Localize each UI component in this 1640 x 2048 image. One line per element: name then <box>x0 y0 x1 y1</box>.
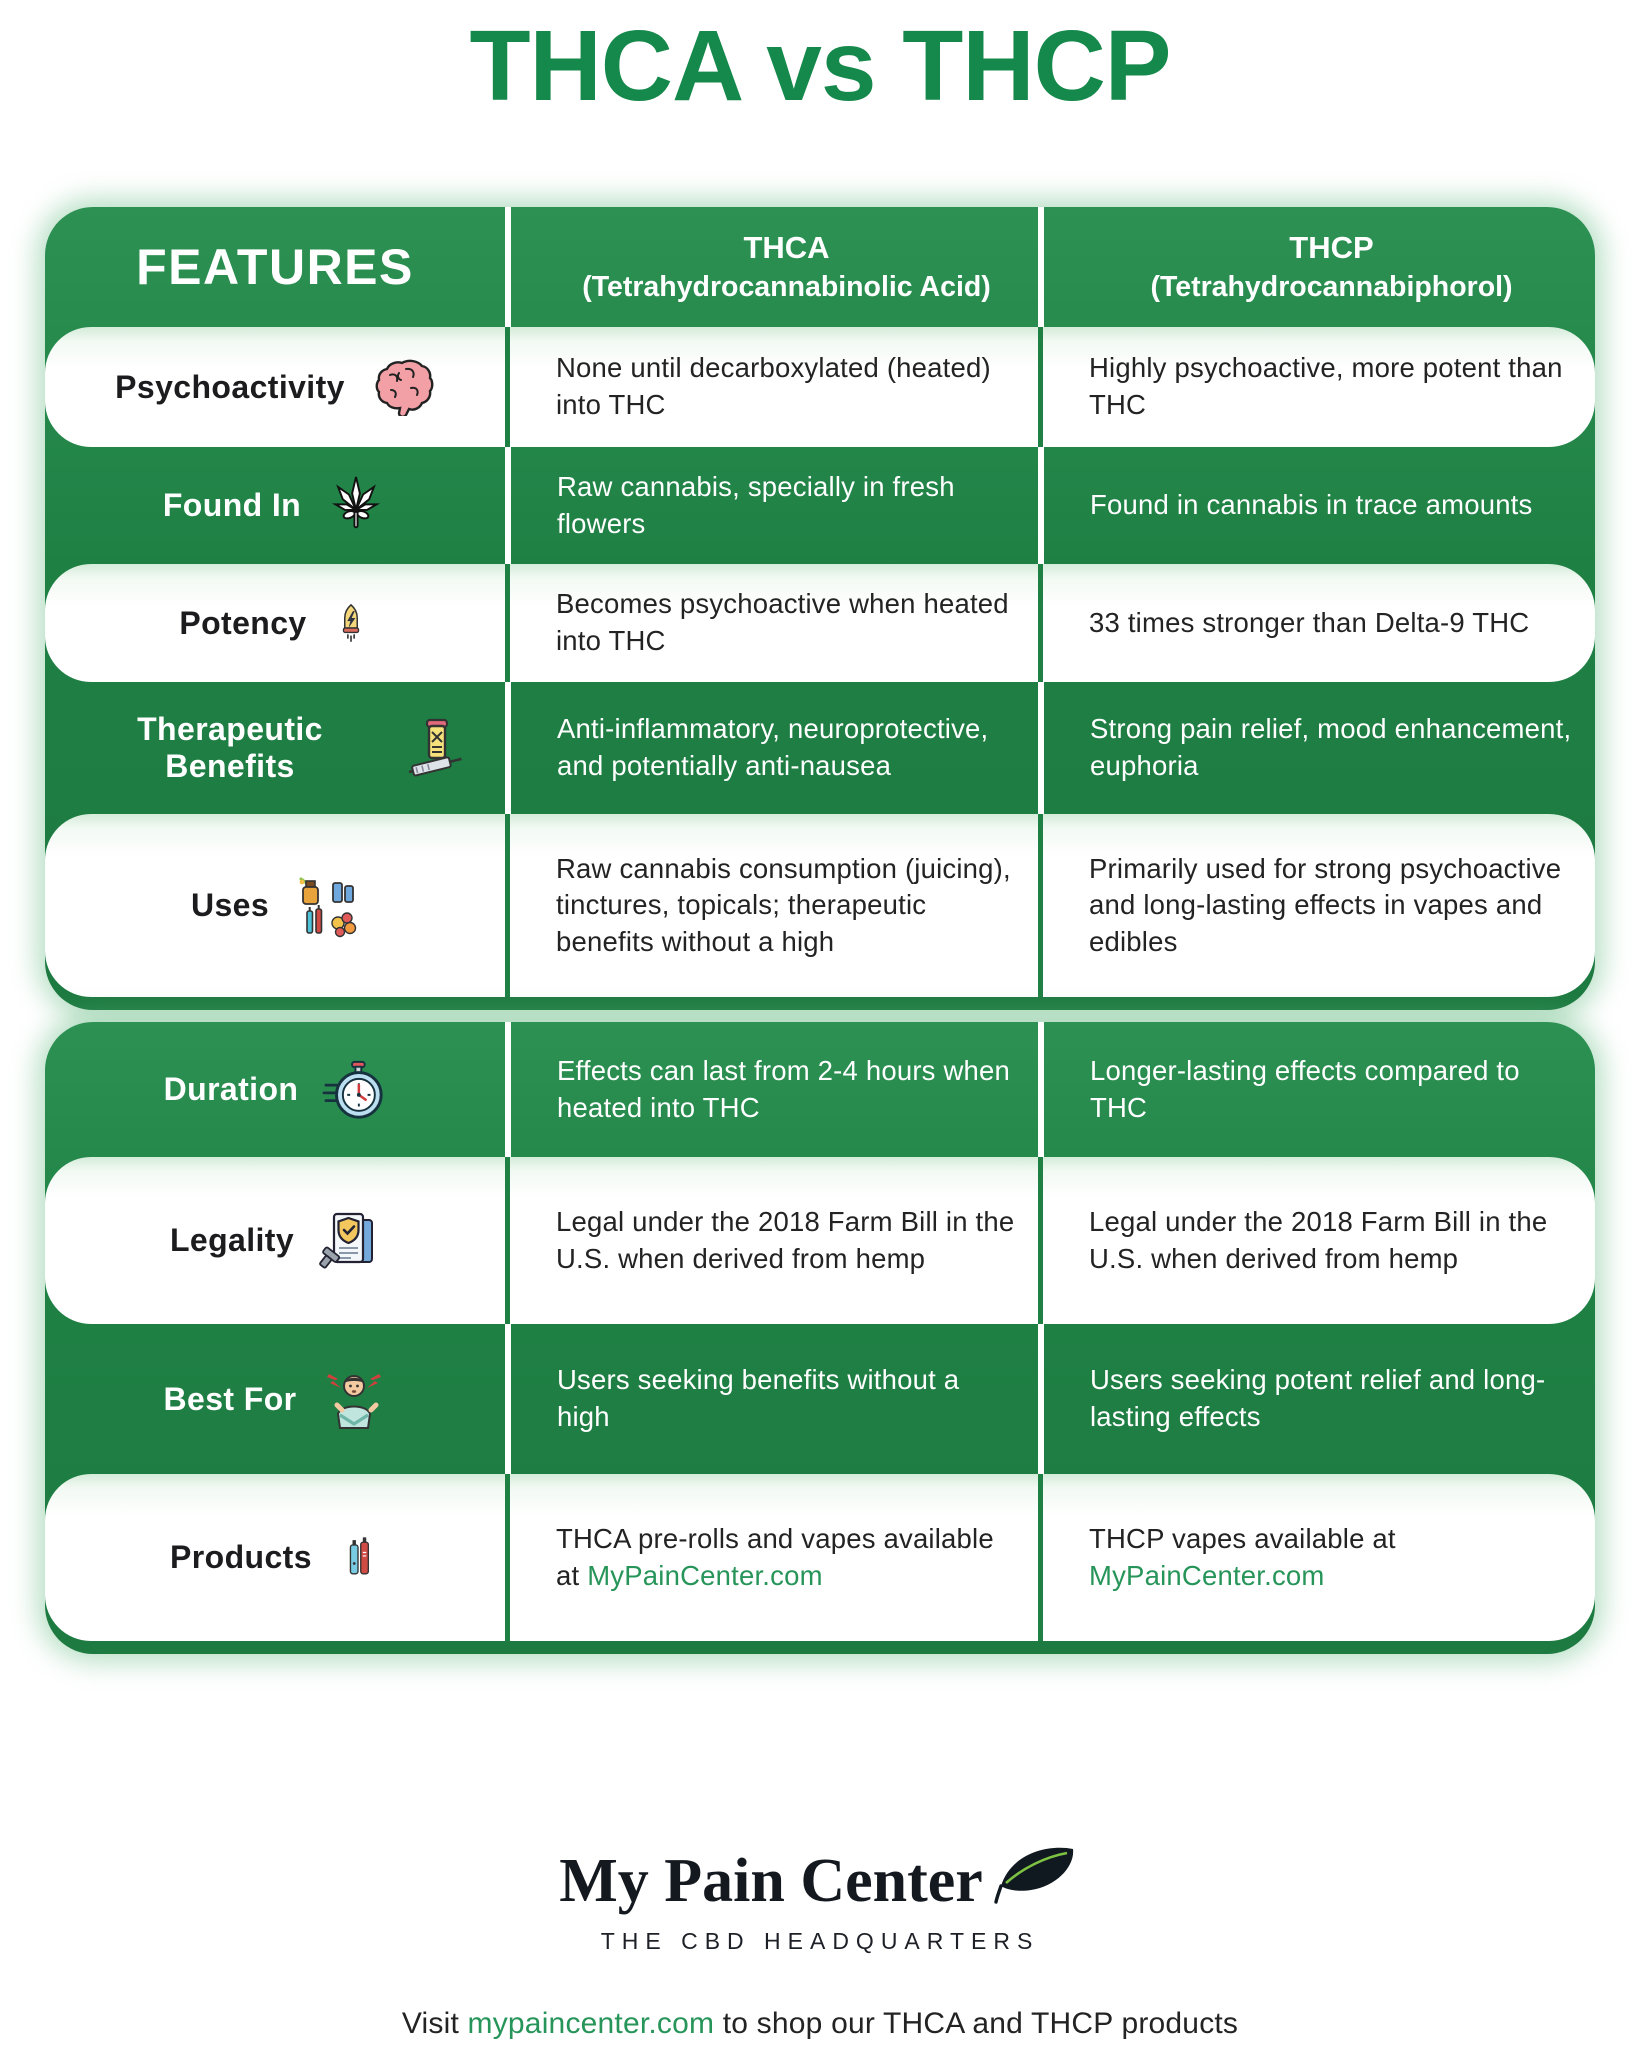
feature-label: Found In <box>162 487 302 524</box>
feature-label: Best For <box>163 1380 297 1417</box>
rocket-vape-icon <box>331 591 371 655</box>
thca-value-cell <box>505 1324 1038 1474</box>
note-prefix: Visit <box>401 2007 468 2040</box>
feature-cell <box>45 1474 505 1641</box>
thca-value: Becomes psychoactive when heated into THC <box>556 588 1009 656</box>
feature-label: Psychoactivity <box>115 368 345 405</box>
thca-value: None until decarboxylated (heated) into THC <box>556 352 991 420</box>
table-row-therapeutic-benefits <box>45 682 1595 814</box>
thcp-value: Highly psychoactive, more potent than THC <box>1089 352 1563 420</box>
thca-header-title: THCA <box>743 230 830 266</box>
thcp-value: 33 times stronger than Delta-9 THC <box>1089 606 1530 638</box>
infographic-page <box>0 10 1640 2048</box>
feature-cell <box>45 682 505 814</box>
thca-value-cell <box>505 1474 1038 1641</box>
table-row-psychoactivity <box>45 327 1595 447</box>
headache-person-icon <box>321 1366 387 1432</box>
feature-cell <box>45 814 505 997</box>
table-row-found-in <box>45 447 1595 564</box>
thca-value-cell <box>505 814 1038 997</box>
feature-label: Potency <box>179 604 307 641</box>
feature-cell <box>45 564 505 682</box>
footer-note <box>0 2007 1640 2041</box>
mypaincenter-link[interactable]: mypaincenter.com <box>467 2007 715 2040</box>
thca-value: Raw cannabis, specially in fresh flowers <box>557 470 955 539</box>
thca-value: Anti-inflammatory, neuroprotective, and potentially anti-nausea <box>557 713 989 781</box>
thcp-value: Strong pain relief, mood enhancement, euphoria <box>1090 713 1572 781</box>
feature-cell <box>45 447 505 564</box>
note-suffix: to shop our THCA and THCP products <box>714 2007 1239 2040</box>
brand-name: My Pain Center <box>559 1847 983 1915</box>
thca-value-cell <box>505 447 1038 564</box>
products-thcp-text: THCP vapes available at <box>1089 1522 1396 1554</box>
brain-icon <box>369 358 435 416</box>
legal-document-shield-icon <box>318 1208 380 1274</box>
thcp-value-cell <box>1038 682 1595 814</box>
feature-cell <box>45 1324 505 1474</box>
feature-cell <box>45 327 505 447</box>
thca-value: Effects can last from 2-4 hours when heated into THC <box>557 1054 1011 1123</box>
vape-pens-icon <box>336 1526 380 1590</box>
cannabis-leaf-icon <box>325 475 387 537</box>
stopwatch-icon <box>322 1059 386 1121</box>
mypaincenter-link[interactable]: MyPainCenter.com <box>1089 1559 1325 1591</box>
feature-label: Products <box>170 1539 312 1576</box>
thca-value: Raw cannabis consumption (juicing), tinctures, topicals; therapeutic benefits without a high <box>556 852 1011 957</box>
thca-value-cell <box>505 564 1038 682</box>
thcp-header-cell <box>1038 207 1595 327</box>
thcp-value-cell <box>1038 1022 1595 1157</box>
tincture-topical-vape-gummies-icon <box>293 873 359 939</box>
header-row <box>45 207 1595 327</box>
thca-header-cell <box>505 207 1038 327</box>
thca-value: Legal under the 2018 Farm Bill in the U.S. when derived from hemp <box>556 1205 1015 1274</box>
table-row-legality <box>45 1157 1595 1324</box>
feature-label: Therapeutic Benefits <box>137 711 323 784</box>
table-row-products <box>45 1474 1595 1641</box>
thca-header-subtitle: (Tetrahydrocannabinolic Acid) <box>582 270 991 303</box>
table-row-duration <box>45 1022 1595 1157</box>
comparison-table <box>45 207 1595 1654</box>
products-thca-text: THCA pre-rolls and vapes available at <box>556 1522 994 1591</box>
feature-label: Legality <box>169 1222 295 1259</box>
page-title: THCA vs THCP <box>469 10 1171 122</box>
leaf-icon <box>989 1842 1081 1914</box>
thcp-value: Found in cannabis in trace amounts <box>1090 489 1533 521</box>
thcp-value-cell <box>1038 814 1595 997</box>
thca-value-cell <box>505 1022 1038 1157</box>
table-row-uses <box>45 814 1595 997</box>
feature-cell <box>45 1157 505 1324</box>
brand-footer <box>0 1847 1640 1955</box>
thcp-value-cell <box>1038 1157 1595 1324</box>
thcp-value <box>1089 1521 1573 1594</box>
thca-value: Users seeking benefits without a high <box>557 1364 960 1432</box>
thcp-value-cell <box>1038 327 1595 447</box>
thcp-value: Longer-lasting effects compared to THC <box>1090 1054 1520 1123</box>
thcp-value: Users seeking potent relief and long- lasting effects <box>1090 1364 1546 1432</box>
thcp-header-title: THCP <box>1289 230 1374 266</box>
thcp-value-cell <box>1038 564 1595 682</box>
thca-value <box>556 1521 1016 1594</box>
thca-value-cell <box>505 1157 1038 1324</box>
feature-cell <box>45 1022 505 1157</box>
thcp-value: Primarily used for strong psychoactive and long-lasting effects in vapes and edibles <box>1089 852 1562 957</box>
thca-value-cell <box>505 327 1038 447</box>
features-header-label: FEATURES <box>136 239 414 295</box>
testtube-syringe-icon <box>404 716 470 780</box>
brand-tagline: THE CBD HEADQUARTERS <box>600 1928 1040 1954</box>
thcp-value-cell <box>1038 447 1595 564</box>
thcp-value: Legal under the 2018 Farm Bill in the U.S. when derived from hemp <box>1089 1205 1548 1274</box>
table-group-top <box>45 207 1595 1010</box>
table-row-potency <box>45 564 1595 682</box>
feature-label: Duration <box>163 1071 299 1108</box>
thcp-value-cell <box>1038 1474 1595 1641</box>
features-header-cell <box>45 207 505 327</box>
table-row-best-for <box>45 1324 1595 1474</box>
thcp-header-subtitle: (Tetrahydrocannabiphorol) <box>1150 270 1513 303</box>
thca-value-cell <box>505 682 1038 814</box>
mypaincenter-link[interactable]: MyPainCenter.com <box>587 1559 823 1591</box>
table-group-bottom <box>45 1022 1595 1654</box>
thcp-value-cell <box>1038 1324 1595 1474</box>
feature-label: Uses <box>190 887 270 924</box>
